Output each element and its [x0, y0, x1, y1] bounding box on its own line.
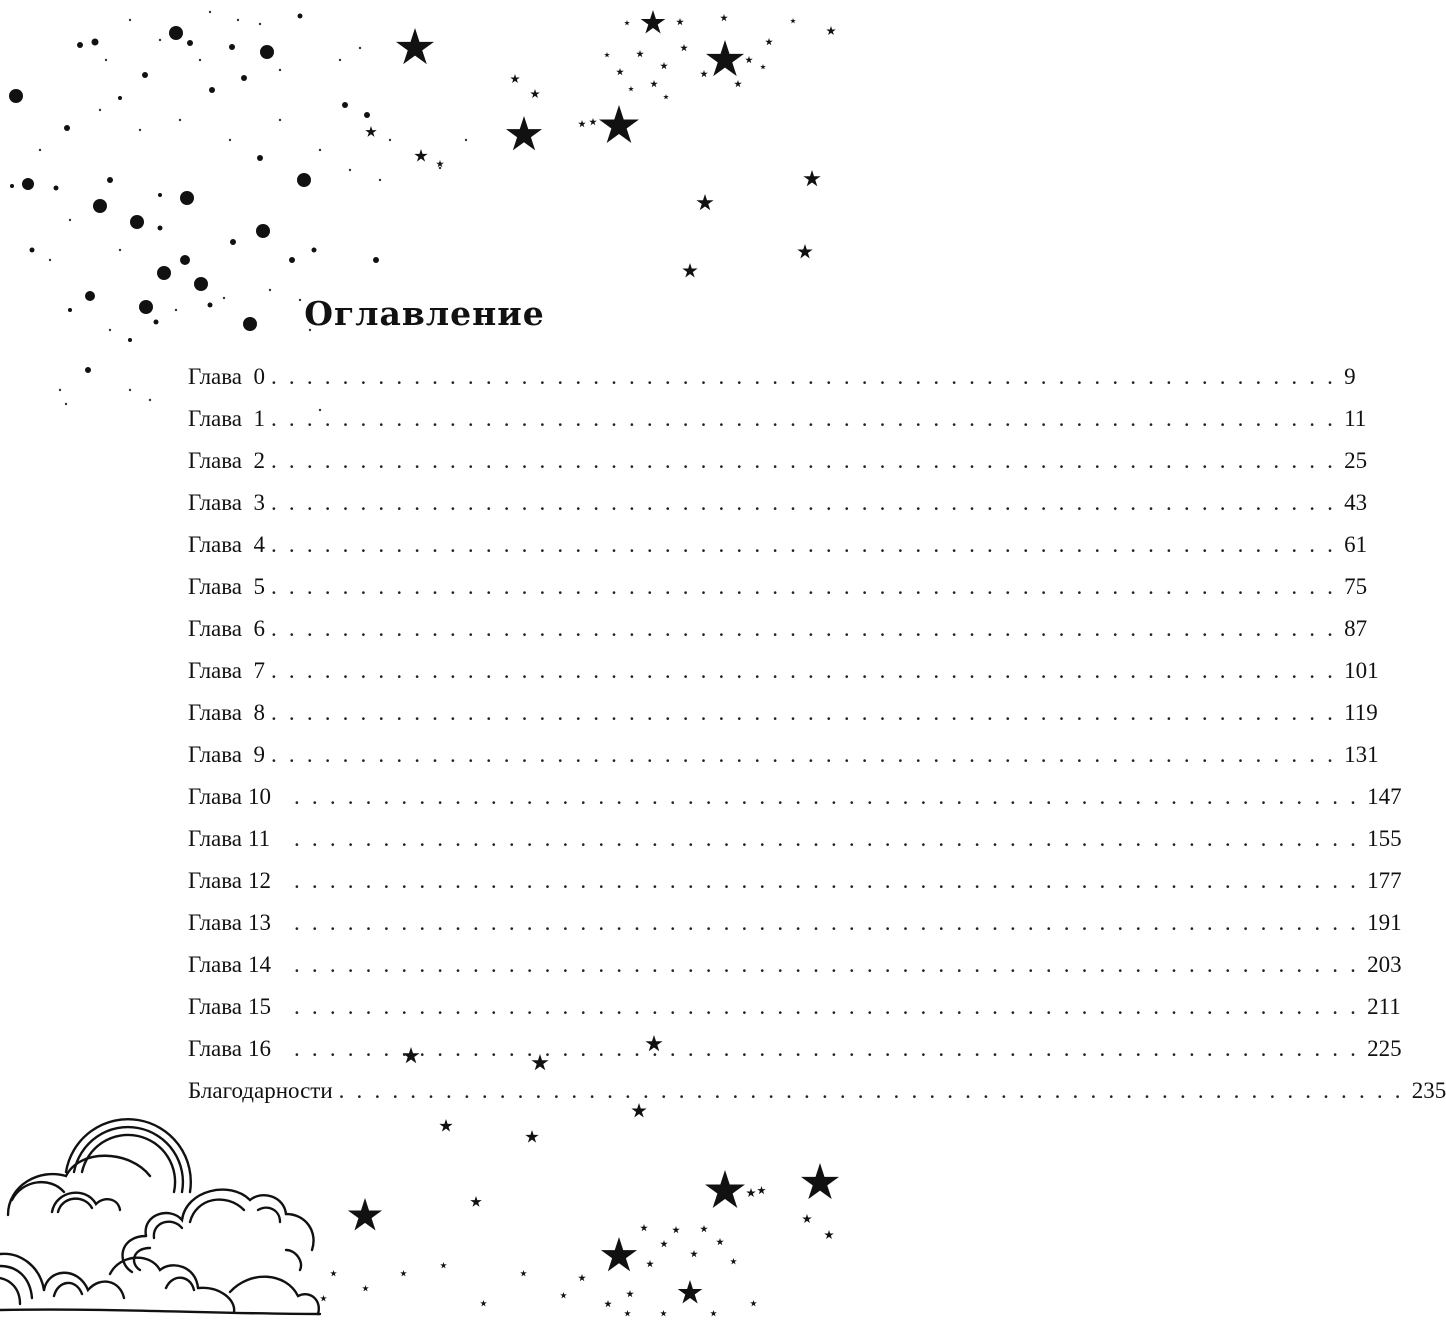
toc-chapter-number: 14	[248, 952, 272, 977]
toc-label	[188, 1070, 333, 1112]
toc-dot-leader: . . . . . . . . . . . . . . . . . . . . . . . . . . . . . . . . . . . . . . . . . . . . . . . . . . . . . . . . . . . .	[271, 364, 1337, 389]
toc-row[interactable]	[188, 1070, 1446, 1112]
toc-dot-leader: . . . . . . . . . . . . . . . . . . . . . . . . . . . . . . . . . . . . . . . . . . . . . . . . . . . . . . . . . . . .	[294, 910, 1360, 935]
toc-label	[188, 776, 278, 818]
clouds-decoration	[0, 1119, 320, 1314]
toc-row[interactable]	[188, 524, 1368, 566]
toc-chapter-word: Глава	[188, 700, 243, 725]
toc-row[interactable]	[188, 1028, 1402, 1070]
toc-label	[188, 608, 265, 650]
toc-page-number: 87	[1344, 616, 1368, 641]
toc-row[interactable]	[188, 398, 1367, 440]
toc-chapter-number: 4	[253, 532, 266, 557]
toc-chapter-number: 7	[253, 658, 266, 683]
toc-label	[188, 986, 278, 1028]
toc-row[interactable]	[188, 986, 1401, 1028]
toc-dot-leader: . . . . . . . . . . . . . . . . . . . . . . . . . . . . . . . . . . . . . . . . . . . . . . . . . . . . . . . . . . . .	[294, 952, 1360, 977]
toc-page-number: 75	[1344, 574, 1368, 599]
toc-label	[188, 398, 265, 440]
toc-row[interactable]	[188, 482, 1368, 524]
toc-chapter-number: 0	[253, 364, 266, 389]
toc-label	[188, 860, 278, 902]
toc-label	[188, 566, 265, 608]
toc-row[interactable]	[188, 902, 1402, 944]
toc-dot-leader: . . . . . . . . . . . . . . . . . . . . . . . . . . . . . . . . . . . . . . . . . . . . . . . . . . . . . . . . . . . .	[271, 616, 1337, 641]
toc-chapter-word: Глава	[188, 532, 243, 557]
toc-label	[188, 734, 265, 776]
toc-row[interactable]	[188, 608, 1368, 650]
toc-dot-leader: . . . . . . . . . . . . . . . . . . . . . . . . . . . . . . . . . . . . . . . . . . . . . . . . . . . . . . . . . . . .	[338, 1078, 1404, 1103]
toc-chapter-number: 10	[248, 784, 272, 809]
toc-chapter-word: Глава	[188, 868, 243, 893]
page-title: Оглавление	[304, 294, 545, 334]
toc-label	[188, 482, 265, 524]
toc-page-number: 101	[1344, 658, 1379, 683]
toc-chapter-number: 15	[248, 994, 272, 1019]
toc-label	[188, 692, 265, 734]
toc-page-number: 235	[1411, 1078, 1446, 1103]
toc-chapter-word: Глава	[188, 574, 243, 599]
toc-chapter-number: 16	[248, 1036, 272, 1061]
toc-dot-leader: . . . . . . . . . . . . . . . . . . . . . . . . . . . . . . . . . . . . . . . . . . . . . . . . . . . . . . . . . . . .	[294, 784, 1360, 809]
toc-label	[188, 356, 265, 398]
toc-dot-leader: . . . . . . . . . . . . . . . . . . . . . . . . . . . . . . . . . . . . . . . . . . . . . . . . . . . . . . . . . . . .	[271, 490, 1337, 515]
toc-label	[188, 944, 278, 986]
toc-chapter-word: Глава	[188, 490, 243, 515]
toc-row[interactable]	[188, 776, 1402, 818]
toc-chapter-word: Глава	[188, 742, 243, 767]
toc-row[interactable]	[188, 356, 1356, 398]
toc-row[interactable]	[188, 818, 1402, 860]
toc-page-number: 203	[1367, 952, 1402, 977]
toc-page-number: 211	[1367, 994, 1401, 1019]
toc-chapter-number: 13	[248, 910, 272, 935]
toc-chapter-number: 1	[253, 406, 266, 431]
toc-label	[188, 902, 278, 944]
toc-row[interactable]	[188, 860, 1402, 902]
toc-chapter-word: Глава	[188, 952, 243, 977]
toc-row[interactable]	[188, 566, 1368, 608]
toc-chapter-word: Благодарности	[188, 1078, 333, 1103]
toc-dot-leader: . . . . . . . . . . . . . . . . . . . . . . . . . . . . . . . . . . . . . . . . . . . . . . . . . . . . . . . . . . . .	[271, 532, 1337, 557]
toc-chapter-number: 3	[253, 490, 266, 515]
toc-chapter-word: Глава	[188, 364, 243, 389]
toc-chapter-number: 9	[253, 742, 266, 767]
toc-label	[188, 818, 278, 860]
toc-label	[188, 1028, 278, 1070]
toc-page-number: 119	[1344, 700, 1378, 725]
toc-dot-leader: . . . . . . . . . . . . . . . . . . . . . . . . . . . . . . . . . . . . . . . . . . . . . . . . . . . . . . . . . . . .	[271, 658, 1337, 683]
toc-dot-leader: . . . . . . . . . . . . . . . . . . . . . . . . . . . . . . . . . . . . . . . . . . . . . . . . . . . . . . . . . . . .	[271, 700, 1337, 725]
toc-page-number: 43	[1344, 490, 1368, 515]
toc-page-number: 191	[1367, 910, 1402, 935]
table-of-contents	[188, 356, 1446, 1112]
toc-chapter-word: Глава	[188, 784, 243, 809]
toc-page-number: 11	[1344, 406, 1367, 431]
toc-label	[188, 440, 265, 482]
toc-page-number: 25	[1344, 448, 1368, 473]
toc-row[interactable]	[188, 734, 1379, 776]
toc-page-number: 177	[1367, 868, 1402, 893]
toc-label	[188, 650, 265, 692]
toc-chapter-word: Глава	[188, 910, 243, 935]
toc-dot-leader: . . . . . . . . . . . . . . . . . . . . . . . . . . . . . . . . . . . . . . . . . . . . . . . . . . . . . . . . . . . .	[271, 742, 1337, 767]
toc-chapter-word: Глава	[188, 658, 243, 683]
toc-chapter-word: Глава	[188, 826, 243, 851]
toc-chapter-number: 8	[253, 700, 266, 725]
toc-row[interactable]	[188, 692, 1378, 734]
toc-dot-leader: . . . . . . . . . . . . . . . . . . . . . . . . . . . . . . . . . . . . . . . . . . . . . . . . . . . . . . . . . . . .	[271, 406, 1337, 431]
toc-page-number: 131	[1344, 742, 1379, 767]
toc-chapter-word: Глава	[188, 448, 243, 473]
toc-row[interactable]	[188, 440, 1368, 482]
toc-page-number: 147	[1367, 784, 1402, 809]
toc-chapter-word: Глава	[188, 616, 243, 641]
toc-dot-leader: . . . . . . . . . . . . . . . . . . . . . . . . . . . . . . . . . . . . . . . . . . . . . . . . . . . . . . . . . . . .	[294, 1036, 1360, 1061]
stars-top	[365, 10, 835, 277]
toc-label	[188, 524, 265, 566]
toc-chapter-number: 6	[253, 616, 266, 641]
toc-row[interactable]	[188, 650, 1379, 692]
toc-page-number: 225	[1367, 1036, 1402, 1061]
toc-page-number: 155	[1367, 826, 1402, 851]
toc-chapter-number: 11	[248, 826, 271, 851]
toc-chapter-number: 2	[253, 448, 266, 473]
toc-chapter-word: Глава	[188, 406, 243, 431]
toc-page-number: 9	[1344, 364, 1356, 389]
toc-chapter-word: Глава	[188, 994, 243, 1019]
toc-dot-leader: . . . . . . . . . . . . . . . . . . . . . . . . . . . . . . . . . . . . . . . . . . . . . . . . . . . . . . . . . . . .	[294, 868, 1360, 893]
toc-page-number: 61	[1344, 532, 1368, 557]
toc-row[interactable]	[188, 944, 1402, 986]
toc-chapter-word: Глава	[188, 1036, 243, 1061]
toc-dot-leader: . . . . . . . . . . . . . . . . . . . . . . . . . . . . . . . . . . . . . . . . . . . . . . . . . . . . . . . . . . . .	[294, 826, 1360, 851]
toc-chapter-number: 5	[253, 574, 266, 599]
toc-dot-leader: . . . . . . . . . . . . . . . . . . . . . . . . . . . . . . . . . . . . . . . . . . . . . . . . . . . . . . . . . . . .	[271, 574, 1337, 599]
toc-chapter-number: 12	[248, 868, 272, 893]
toc-dot-leader: . . . . . . . . . . . . . . . . . . . . . . . . . . . . . . . . . . . . . . . . . . . . . . . . . . . . . . . . . . . .	[271, 448, 1337, 473]
toc-dot-leader: . . . . . . . . . . . . . . . . . . . . . . . . . . . . . . . . . . . . . . . . . . . . . . . . . . . . . . . . . . . .	[294, 994, 1360, 1019]
